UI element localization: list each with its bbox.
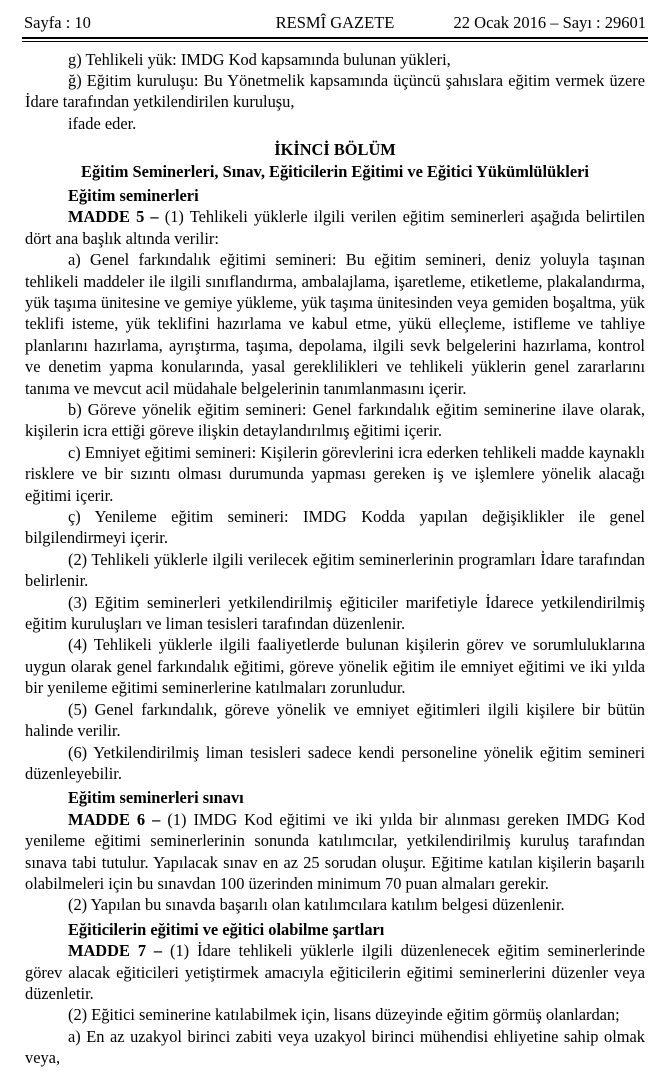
- chapter-heading: İKİNCİ BÖLÜM: [274, 140, 396, 160]
- article-label: MADDE 5 –: [68, 207, 165, 227]
- paragraph: (4) Tehlikeli yüklerle ilgili faaliyetlerde bulunan kişilerin görev ve sorumluluklarına uygun olarak genel farkındalık eğitimi, göreve yönelik eğitim ile emniyet eğitimi ve iki yılda bir yenileme eğitimi seminerlerine katılmaları zorunludur.: [25, 635, 645, 698]
- paragraph: ğ) Eğitim kuruluşu: Bu Yönetmelik kapsamında üçüncü şahıslara eğitim vermek üzere İdare tarafından yetkilendirilen kuruluşu,: [25, 70, 645, 112]
- paragraph: (3) Eğitim seminerleri yetkilendirilmiş eğiticiler marifetiyle İdarece yetkilendirilmiş eğitim kuruluşları ve liman tesisleri tarafından düzenlenir.: [25, 592, 645, 634]
- paragraph: MADDE 7 – (1) İdare tehlikeli yüklerle ilgili düzenlenecek eğitim seminerlerinde görev alacak eğiticileri yetiştirmek amacıyla eğiticilerin eğitimi seminerlerini düzenler veya düzenletir.: [25, 941, 645, 1003]
- section-heading: Eğitim seminerleri sınavı: [68, 788, 244, 808]
- paragraph: (6) Yetkilendirilmiş liman tesisleri sadece kendi personeline yönelik eğitim semineri düzenleyebilir.: [25, 742, 645, 783]
- article-label: MADDE 6 –: [68, 809, 168, 829]
- section-heading: Eğitim seminerleri: [68, 185, 199, 205]
- paragraph: ç) Yenileme eğitim semineri: IMDG Kodda yapılan değişiklikler ile genel bilgilendirmeyi içerir.: [25, 507, 645, 548]
- paragraph: c) Emniyet eğitimi semineri: Kişilerin görevlerini icra ederken tehlikeli madde kaynaklı risklere ve bir sızıntı olması durumunda yapması gereken iş ve işlemlere yönelik alacağı eğitimi içerir.: [25, 442, 645, 505]
- page-header: [0, 0, 670, 32]
- paragraph: ifade eder.: [68, 113, 137, 133]
- paragraph: (5) Genel farkındalık, göreve yönelik ve emniyet eğitimleri ilgili kişilere bir bütün halinde verilir.: [25, 699, 645, 741]
- paragraph: a) En az uzakyol birinci zabiti veya uzakyol birinci mühendisi ehliyetine sahip olmak veya,: [25, 1026, 645, 1068]
- paragraph: MADDE 5 – (1) Tehlikeli yüklerle ilgili verilen eğitim seminerleri aşağıda belirtilen dört ana başlık altında verilir:: [25, 207, 645, 248]
- issue-date-label: 22 Ocak 2016 – Sayı : 29601: [453, 13, 647, 32]
- paragraph: MADDE 6 – (1) IMDG Kod eğitimi ve iki yılda bir alınması gereken IMDG Kod yenileme eğitimi seminerlerinin sonunda katılımcılar, yetkilendirilmiş kuruluş tarafından sınava tabi tutulur. Yapılacak sınav en az 25 sorudan oluşur. Eğitime katılan kişilerin başarılı olabilmeleri için bu sınavdan 100 üzerinden minimum 70 puan almaları gerekir.: [25, 809, 645, 893]
- article-label: MADDE 7 –: [68, 941, 171, 961]
- paragraph: (2) Eğitici seminerine katılabilmek için, lisans düzeyinde eğitim görmüş olanlardan;: [68, 1005, 620, 1025]
- paragraph: g) Tehlikeli yük: IMDG Kod kapsamında bulunan yükleri,: [68, 49, 451, 69]
- gazette-title: RESMÎ GAZETE: [275, 13, 395, 32]
- paragraph: a) Genel farkındalık eğitimi semineri: Bu eğitim semineri, deniz yoluyla taşınan tehlikeli maddeler ile ilgili sınıflandırma, ambalajlama, işaretleme, etiketleme, plakalandırma, yük taşıma ünitesine ve gemiye yükleme, yük taşıma ünitesinden veya gemiden boşaltma, yük teklifi isteme, yük teklifini hazırlama ve kabul etme, yükü elleçleme, istifleme ve tahliye planlarını hazırlama, ayrıştırma, taşıma, depolama, ilgili sevk belgelerini hazırlama, kontrol ve denetim yapma konularında, yasal gereklilikleri ve tehlikeli yüklerin genel zararlarını tanıma ve mevcut acil müdahale belgelerinin tanımlanmasını içerir.: [25, 250, 645, 398]
- section-heading: Eğiticilerin eğitimi ve eğitici olabilme şartları: [68, 919, 385, 939]
- chapter-subheading: Eğitim Seminerleri, Sınav, Eğiticilerin Eğitimi ve Eğitici Yükümlülükleri: [81, 161, 589, 181]
- document-body: [0, 42, 670, 1069]
- paragraph: (2) Yapılan bu sınavda başarılı olan katılımcılara katılım belgesi düzenlenir.: [68, 895, 565, 915]
- paragraph: b) Göreve yönelik eğitim semineri: Genel farkındalık eğitim seminerine ilave olarak, kişilerin icra ettiği göreve ilişkin detaylandırılmış eğitimi içerir.: [25, 400, 645, 441]
- paragraph: (2) Tehlikeli yüklerle ilgili verilecek eğitim seminerlerinin programları İdare tarafından belirlenir.: [25, 549, 645, 591]
- page-number-label: Sayfa : 10: [24, 13, 91, 32]
- divider-line-thick: [22, 37, 648, 39]
